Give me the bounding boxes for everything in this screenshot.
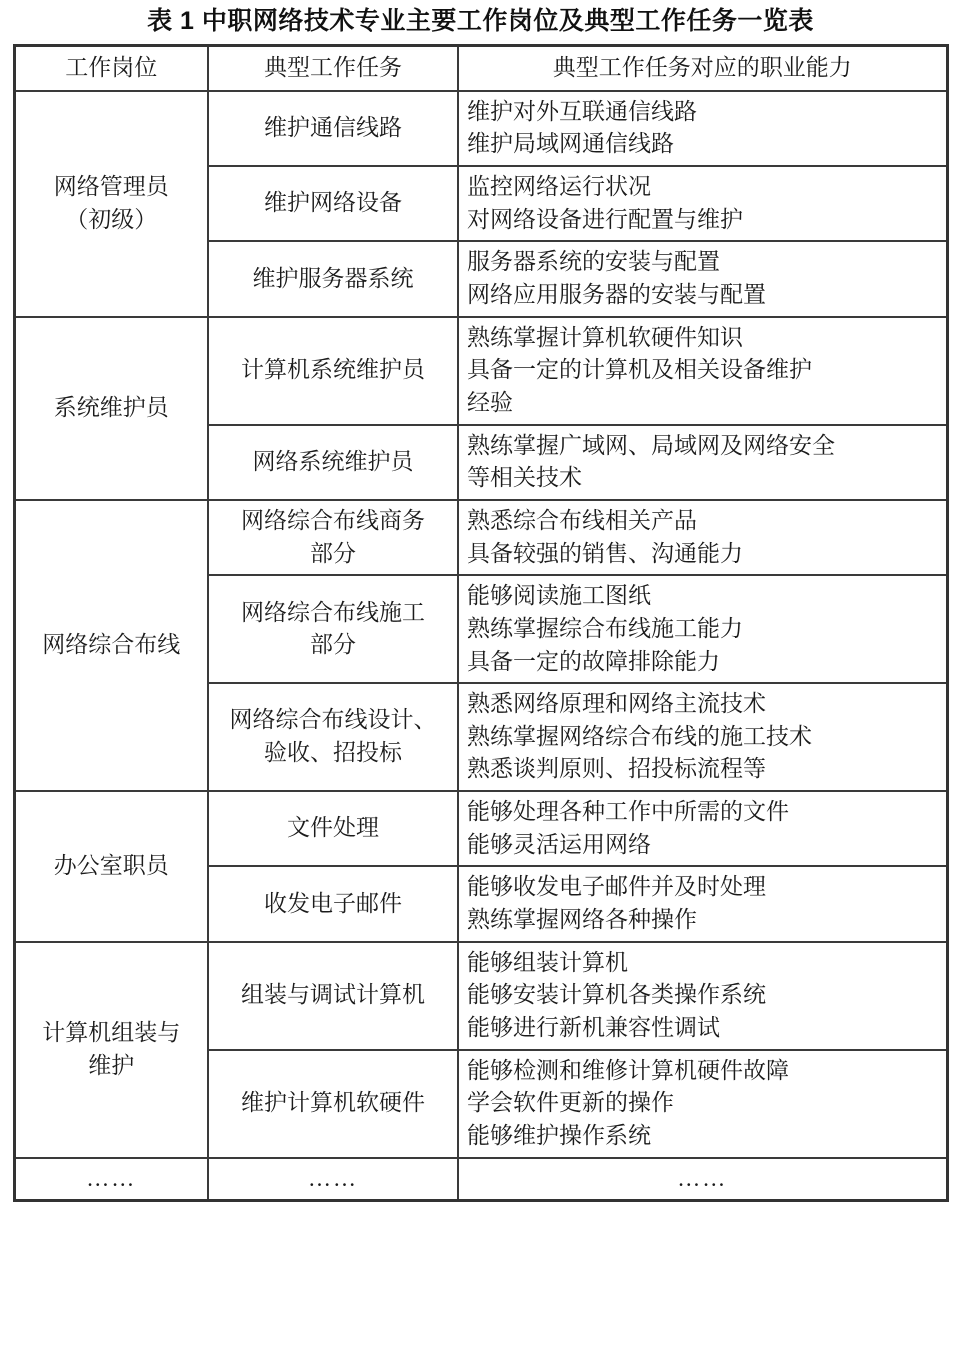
page-title: 表 1 中职网络技术专业主要工作岗位及典型工作任务一览表 [147,7,814,35]
column-header-skills: 典型工作任务对应的职业能力 [458,46,947,91]
table-row [14,791,947,866]
typical-task-cell [208,241,458,316]
typical-task-line: 网络综合布线施工 [241,599,425,625]
typical-task-line: 验收、招投标 [264,740,402,766]
ellipsis-skills: …… [458,1158,947,1201]
vocational-ability-cell [458,942,947,1050]
job-post-line: 系统维护员 [53,394,169,420]
vocational-ability-line: 能够处理各种工作中所需的文件 [467,799,789,825]
table-row [14,942,947,1050]
vocational-ability-line: 维护对外互联通信线路 [467,98,697,124]
job-positions-table [13,44,949,1202]
table-row-ellipsis [14,1158,947,1201]
typical-task-line: 网络系统维护员 [252,448,414,474]
vocational-ability-cell [458,791,947,866]
job-post-cell [14,317,208,500]
job-post-line: （初级） [65,206,158,232]
typical-task-line: 维护网络设备 [264,190,402,216]
typical-task-line: 组装与调试计算机 [241,982,425,1008]
vocational-ability-line: 熟练掌握网络各种操作 [467,907,697,933]
typical-task-line: 维护服务器系统 [252,265,414,291]
typical-task-line: 维护通信线路 [264,114,402,140]
vocational-ability-line: 熟悉谈判原则、招投标流程等 [467,756,766,782]
vocational-ability-line: 服务器系统的安装与配置 [467,249,720,275]
job-post-cell [14,791,208,942]
vocational-ability-line: 能够灵活运用网络 [467,831,651,857]
vocational-ability-line: 熟悉综合布线相关产品 [467,507,697,533]
vocational-ability-line: 熟练掌握综合布线施工能力 [467,615,743,641]
typical-task-line: 计算机系统维护员 [241,357,425,383]
job-post-cell [14,91,208,317]
vocational-ability-line: 能够安装计算机各类操作系统 [467,982,766,1008]
vocational-ability-cell [458,425,947,500]
job-post-line: 计算机组装与 [42,1020,181,1046]
ellipsis-post: …… [14,1158,208,1201]
vocational-ability-line: 经验 [467,389,513,415]
vocational-ability-cell [458,500,947,575]
ellipsis-task: …… [208,1158,458,1201]
vocational-ability-cell [458,317,947,425]
vocational-ability-line: 熟练掌握广域网、局域网及网络安全 [467,432,835,458]
vocational-ability-line: 熟练掌握计算机软硬件知识 [467,324,743,350]
typical-task-line: 部分 [310,540,356,566]
typical-task-line: 维护计算机软硬件 [241,1090,425,1116]
typical-task-cell [208,866,458,941]
typical-task-cell [208,500,458,575]
vocational-ability-line: 能够组装计算机 [467,949,628,975]
job-post-line: 网络管理员 [53,173,169,199]
typical-task-cell [208,575,458,683]
vocational-ability-line: 具备一定的计算机及相关设备维护 [467,357,812,383]
typical-task-line: 部分 [310,632,356,658]
job-post-cell [14,500,208,791]
column-header-post: 工作岗位 [14,46,208,91]
column-header-task: 典型工作任务 [208,46,458,91]
typical-task-cell [208,683,458,791]
table-row [14,317,947,425]
typical-task-cell [208,791,458,866]
table-header [14,46,947,91]
typical-task-cell [208,425,458,500]
vocational-ability-cell [458,166,947,241]
vocational-ability-line: 能够阅读施工图纸 [467,583,651,609]
vocational-ability-line: 能够维护操作系统 [467,1123,651,1149]
vocational-ability-line: 维护局域网通信线路 [467,131,674,157]
vocational-ability-cell [458,683,947,791]
vocational-ability-cell [458,866,947,941]
vocational-ability-line: 等相关技术 [467,465,582,491]
typical-task-cell [208,166,458,241]
vocational-ability-line: 能够进行新机兼容性调试 [467,1015,720,1041]
typical-task-cell [208,91,458,166]
typical-task-cell [208,1050,458,1158]
job-post-line: 维护 [88,1052,135,1078]
table-body [14,91,947,1201]
vocational-ability-line: 对网络设备进行配置与维护 [467,206,743,232]
typical-task-line: 收发电子邮件 [264,890,402,916]
table-header-row [14,46,947,91]
vocational-ability-cell [458,91,947,166]
job-post-cell [14,942,208,1158]
vocational-ability-line: 学会软件更新的操作 [467,1090,674,1116]
typical-task-line: 文件处理 [287,815,379,841]
vocational-ability-line: 具备一定的故障排除能力 [467,648,720,674]
vocational-ability-line: 监控网络运行状况 [467,173,651,199]
vocational-ability-cell [458,1050,947,1158]
typical-task-cell [208,317,458,425]
vocational-ability-line: 熟练掌握网络综合布线的施工技术 [467,723,812,749]
vocational-ability-cell [458,575,947,683]
typical-task-line: 网络综合布线设计、 [229,707,437,733]
vocational-ability-line: 具备较强的销售、沟通能力 [467,540,743,566]
typical-task-line: 网络综合布线商务 [241,507,425,533]
typical-task-cell [208,942,458,1050]
vocational-ability-line: 能够收发电子邮件并及时处理 [467,874,766,900]
vocational-ability-cell [458,241,947,316]
vocational-ability-line: 熟悉网络原理和网络主流技术 [467,691,766,717]
table-row [14,91,947,166]
vocational-ability-line: 能够检测和维修计算机硬件故障 [467,1057,789,1083]
table-row [14,500,947,575]
job-post-line: 网络综合布线 [42,632,181,658]
job-post-line: 办公室职员 [53,853,169,879]
vocational-ability-line: 网络应用服务器的安装与配置 [467,281,766,307]
